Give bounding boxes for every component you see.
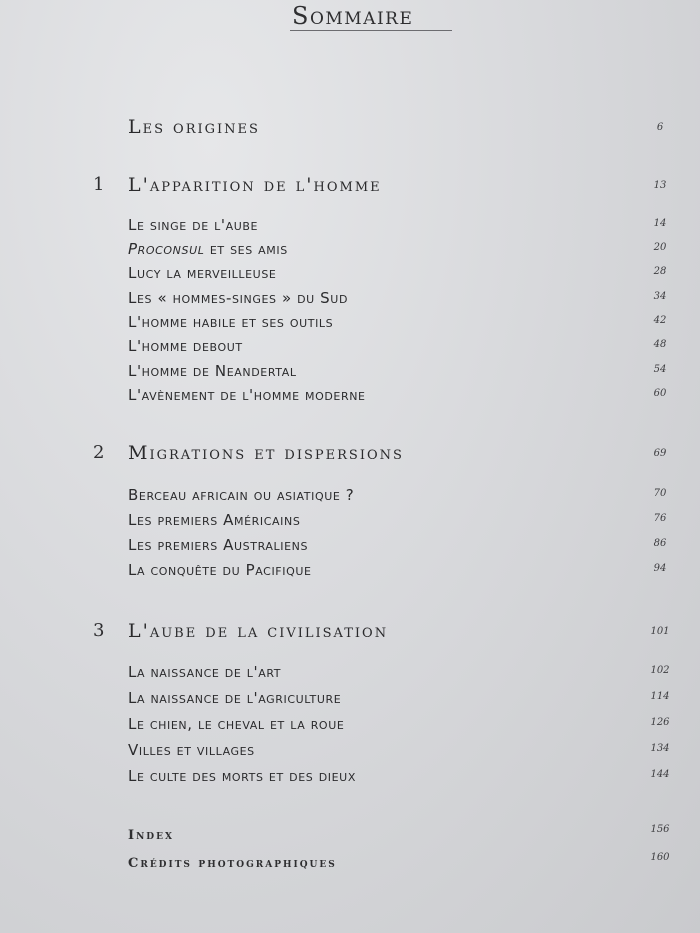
toc-item	[0, 511, 700, 537]
toc-item	[0, 689, 700, 715]
toc-item	[0, 767, 700, 793]
toc-item	[0, 386, 700, 412]
title-underline	[290, 30, 452, 31]
toc-page-number: 156	[650, 824, 670, 835]
toc-label: Le singe de l'aube	[128, 216, 259, 234]
toc-chapter	[0, 620, 700, 646]
toc-page-number: 76	[653, 513, 667, 524]
toc-page-number: 70	[653, 488, 667, 499]
toc-item	[0, 240, 700, 266]
toc-page-number: 20	[653, 242, 667, 253]
toc-page-number: 42	[653, 315, 667, 326]
toc-page-number: 13	[653, 180, 667, 191]
toc-page-number: 94	[653, 563, 667, 574]
chapter-number: 1	[93, 174, 105, 195]
toc-page-number: 54	[653, 364, 667, 375]
toc-item	[0, 313, 700, 339]
toc-label: L'apparition de l'homme	[128, 174, 382, 196]
toc-section	[0, 824, 700, 854]
toc-item	[0, 289, 700, 315]
toc-label: L'homme habile et ses outils	[128, 313, 334, 331]
toc-label: L'homme de Neandertal	[128, 362, 297, 380]
toc-chapter	[0, 116, 700, 142]
toc-label: La naissance de l'art	[128, 663, 282, 681]
toc-item	[0, 216, 700, 242]
toc-chapter	[0, 442, 700, 468]
toc-item	[0, 561, 700, 587]
toc-label: Les « hommes-singes » du Sud	[128, 289, 349, 307]
toc-label: La conquête du Pacifique	[128, 561, 312, 579]
toc-label: Index	[128, 828, 174, 843]
toc-item	[0, 715, 700, 741]
toc-page-number: 34	[653, 291, 667, 302]
toc-page-number: 134	[650, 743, 670, 754]
toc-section	[0, 852, 700, 882]
toc-label: L'avènement de l'homme moderne	[128, 386, 366, 404]
toc-label-rest: et ses amis	[204, 240, 288, 258]
toc-page-number: 86	[653, 538, 667, 549]
toc-label: Les origines	[128, 116, 260, 138]
chapter-number: 2	[93, 442, 105, 463]
toc-page-number: 14	[653, 218, 667, 229]
toc-item	[0, 663, 700, 689]
toc-page-number: 101	[650, 626, 670, 637]
toc-label: L'homme debout	[128, 337, 243, 355]
toc-chapter	[0, 174, 700, 200]
toc-label: Le chien, le cheval et la roue	[128, 715, 345, 733]
page-title: Sommaire	[292, 2, 414, 30]
toc-page-number: 69	[653, 448, 667, 459]
toc-page-number: 60	[653, 388, 667, 399]
toc-page-number: 144	[650, 769, 670, 780]
toc-label: Villes et villages	[128, 741, 255, 759]
toc-label	[128, 240, 288, 258]
toc-item	[0, 337, 700, 363]
toc-page-number: 48	[653, 339, 667, 350]
toc-page-number: 126	[650, 717, 670, 728]
toc-label: Les premiers Américains	[128, 511, 301, 529]
toc-page-number: 28	[653, 266, 667, 277]
toc-label-italic: Proconsul	[128, 240, 205, 258]
toc-page-number: 114	[650, 691, 670, 702]
toc-item	[0, 741, 700, 767]
toc-page-number: 6	[656, 122, 664, 133]
toc-item	[0, 486, 700, 512]
toc-label: Crédits photographiques	[128, 856, 337, 871]
toc-label: Lucy la merveilleuse	[128, 264, 277, 282]
toc-label: Berceau africain ou asiatique ?	[128, 486, 355, 504]
toc-page-number: 160	[650, 852, 670, 863]
toc-label: Les premiers Australiens	[128, 536, 309, 554]
toc-item	[0, 536, 700, 562]
toc-label: Migrations et dispersions	[128, 442, 404, 464]
toc-label: Le culte des morts et des dieux	[128, 767, 356, 785]
chapter-number: 3	[93, 620, 105, 641]
toc-label: L'aube de la civilisation	[128, 620, 389, 642]
toc-item	[0, 264, 700, 290]
toc-label: La naissance de l'agriculture	[128, 689, 342, 707]
toc-page-number: 102	[650, 665, 670, 676]
toc-item	[0, 362, 700, 388]
